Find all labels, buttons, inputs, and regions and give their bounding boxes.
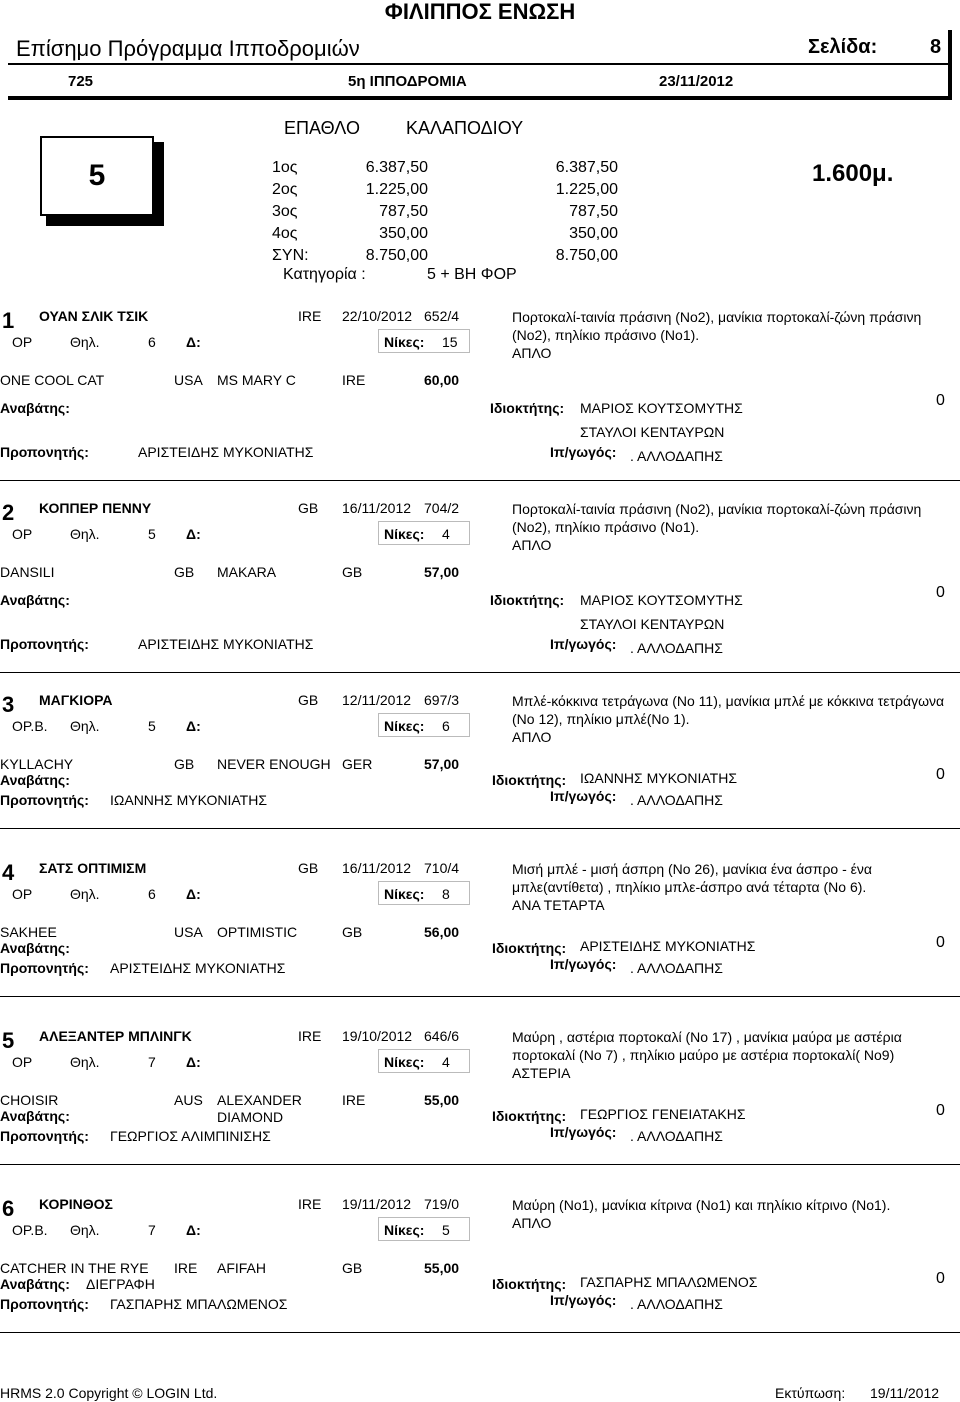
horse-age: 7 xyxy=(148,1054,156,1070)
breeder-value: . ΑΛΛΟΔΑΠΗΣ xyxy=(630,1296,723,1312)
trainer-label: Προπονητής: xyxy=(0,1296,89,1312)
race-distance: 1.600μ. xyxy=(812,160,894,187)
horse-sex: ΟΡ xyxy=(12,526,33,542)
trainer-label: Προπονητής: xyxy=(0,636,89,652)
breeder-label: Ιπ/γωγός: xyxy=(550,956,617,972)
sire-name: CATCHER IN THE RYE xyxy=(0,1260,149,1276)
trainer-value: ΑΡΙΣΤΕΙΔΗΣ ΜΥΚΟΝΙΑΤΗΣ xyxy=(138,444,314,460)
equipment: ΑΠΛΟ xyxy=(512,729,552,745)
prize-amount-total: 350,00 xyxy=(569,225,618,242)
silks-text: Μαύρη (Νο1), μανίκια κίτρινα (Νο1) και πηλίκιο κίτρινο (Νο1). xyxy=(512,1197,891,1213)
horse-name: ΚΟΡΙΝΘΟΣ xyxy=(39,1196,113,1212)
owner-code: 0 xyxy=(936,1102,945,1119)
horse-number: 1 xyxy=(2,308,15,333)
weight: 55,00 xyxy=(424,1092,460,1108)
wins-label: Νίκες: xyxy=(384,718,425,734)
page-label: Σελίδα: xyxy=(808,36,878,58)
delta-label: Δ: xyxy=(186,526,201,542)
horse-age: 5 xyxy=(148,526,156,542)
prize-position: 4ος xyxy=(272,225,298,242)
wins-value: 15 xyxy=(442,334,458,350)
header-band xyxy=(8,30,952,100)
jockey-label: Αναβάτης: xyxy=(0,400,70,416)
trainer-value: ΑΡΙΣΤΕΙΔΗΣ ΜΥΚΟΝΙΑΤΗΣ xyxy=(138,636,314,652)
wins-label: Νίκες: xyxy=(384,1222,425,1238)
horse-country: IRE xyxy=(298,1028,322,1044)
wins-label: Νίκες: xyxy=(384,334,425,350)
owner-label: Ιδιοκτήτης: xyxy=(492,940,567,956)
wins-label: Νίκες: xyxy=(384,1054,425,1070)
entry-divider xyxy=(0,480,960,481)
trainer-value: ΙΩΑΝΝΗΣ ΜΥΚΟΝΙΑΤΗΣ xyxy=(110,792,267,808)
horse-last-code: 646/6 xyxy=(424,1028,460,1044)
meeting-date: 23/11/2012 xyxy=(659,73,734,90)
horse-gender: Θηλ. xyxy=(70,886,100,902)
sire-country: IRE xyxy=(174,1260,198,1276)
sire-country: USA xyxy=(174,924,203,940)
dam-name: ALEXANDER DIAMOND xyxy=(217,1092,302,1125)
prize-amount: 6.387,50 xyxy=(365,159,428,176)
breeder-label: Ιπ/γωγός: xyxy=(550,788,617,804)
race-number-box xyxy=(40,136,154,216)
horse-last-date: 16/11/2012 xyxy=(342,500,412,516)
owner-code: 0 xyxy=(936,392,945,409)
dam-country: GER xyxy=(342,756,373,772)
breeder-label: Ιπ/γωγός: xyxy=(550,1124,617,1140)
entry-divider xyxy=(0,1164,960,1165)
wins-value: 5 xyxy=(442,1222,450,1238)
breeder-label: Ιπ/γωγός: xyxy=(550,444,617,460)
horse-gender: Θηλ. xyxy=(70,1222,100,1238)
horse-age: 6 xyxy=(148,886,156,902)
sire-country: GB xyxy=(174,564,195,580)
horse-country: IRE xyxy=(298,308,322,324)
horse-country: GB xyxy=(298,500,319,516)
owner-value: ΜΑΡΙΟΣ ΚΟΥΤΣΟΜΥΤΗΣ xyxy=(580,400,743,416)
dam-country: GB xyxy=(342,564,363,580)
silks-description xyxy=(512,1028,952,1082)
club-name: ΦΙΛΙΠΠΟΣ ΕΝΩΣΗ xyxy=(384,0,576,24)
breeder-value: . ΑΛΛΟΔΑΠΗΣ xyxy=(630,792,723,808)
horse-gender: Θηλ. xyxy=(70,334,100,350)
silks-description xyxy=(512,1196,952,1232)
meeting-code: 725 xyxy=(68,73,94,90)
sire-name: ONE COOL CAT xyxy=(0,372,105,388)
entry-divider xyxy=(0,1332,960,1333)
silks-description xyxy=(512,692,952,746)
horse-gender: Θηλ. xyxy=(70,526,100,542)
horse-number: 2 xyxy=(2,500,15,525)
dam-country: IRE xyxy=(342,1092,366,1108)
prize-amount: 787,50 xyxy=(379,203,428,220)
jockey-label: Αναβάτης: xyxy=(0,1276,70,1292)
dam-name: AFIFAH xyxy=(217,1260,267,1276)
wins-value: 8 xyxy=(442,886,450,902)
breeder-value: . ΑΛΛΟΔΑΠΗΣ xyxy=(630,1128,723,1144)
stable-value: ΣΤΑΥΛΟΙ ΚΕΝΤΑΥΡΩΝ xyxy=(580,424,725,440)
stable-value: ΣΤΑΥΛΟΙ ΚΕΝΤΑΥΡΩΝ xyxy=(580,616,725,632)
delta-label: Δ: xyxy=(186,1222,201,1238)
horse-gender: Θηλ. xyxy=(70,718,100,734)
dam-name: OPTIMISTIC xyxy=(217,924,298,940)
horse-name: ΜΑΓΚΙΟΡΑ xyxy=(39,692,113,708)
copyright: HRMS 2.0 Copyright © LOGIN Ltd. xyxy=(0,1385,218,1401)
owner-value: ΓΑΣΠΑΡΗΣ ΜΠΑΛΩΜΕΝΟΣ xyxy=(580,1274,758,1290)
jockey-label: Αναβάτης: xyxy=(0,772,70,788)
horse-number: 6 xyxy=(2,1196,15,1221)
horse-sex: ΟΡ.Β. xyxy=(12,1222,48,1238)
breeder-value: . ΑΛΛΟΔΑΠΗΣ xyxy=(630,640,723,656)
delta-label: Δ: xyxy=(186,334,201,350)
horse-last-code: 697/3 xyxy=(424,692,460,708)
meeting-name: 5η ΙΠΠΟΔΡΟΜΙΑ xyxy=(348,73,467,90)
trainer-label: Προπονητής: xyxy=(0,1128,89,1144)
breeder-value: . ΑΛΛΟΔΑΠΗΣ xyxy=(630,448,723,464)
horse-last-code: 652/4 xyxy=(424,308,460,324)
horse-name: ΚΟΠΠΕΡ ΠΕΝΝΥ xyxy=(39,500,152,516)
sire-country: AUS xyxy=(174,1092,203,1108)
owner-code: 0 xyxy=(936,934,945,951)
delta-label: Δ: xyxy=(186,718,201,734)
dam-country: GB xyxy=(342,1260,363,1276)
weight: 55,00 xyxy=(424,1260,460,1276)
category-value: 5 + ΒΗ ΦΟΡ xyxy=(427,266,517,283)
delta-label: Δ: xyxy=(186,886,201,902)
horse-sex: ΟΡ xyxy=(12,886,33,902)
silks-text: Πορτοκαλί-ταινία πράσινη (Νο2), μανίκια πορτοκαλί-ζώνη πράσινη (Νο2), πηλίκιο πράσινο (Νο1). xyxy=(512,501,922,535)
weight: 60,00 xyxy=(424,372,460,388)
breeder-label: Ιπ/γωγός: xyxy=(550,1292,617,1308)
owner-label: Ιδιοκτήτης: xyxy=(492,1276,567,1292)
category-label: Κατηγορία : xyxy=(283,266,366,283)
prize-label: ΕΠΑΘΛΟ xyxy=(284,118,360,138)
horse-name: ΣΑΤΣ ΟΠΤΙΜΙΣΜ xyxy=(39,860,147,876)
page-number: 8 xyxy=(930,36,942,58)
silks-text: Πορτοκαλί-ταινία πράσινη (Νο2), μανίκια πορτοκαλί-ζώνη πράσινη (Νο2), πηλίκιο πράσινο (Νο1). xyxy=(512,309,922,343)
trainer-label: Προπονητής: xyxy=(0,444,89,460)
horse-name: ΟΥΑΝ ΣΛΙΚ ΤΣΙΚ xyxy=(39,308,149,324)
sire-name: DANSILI xyxy=(0,564,55,580)
horse-number: 4 xyxy=(2,860,15,885)
sire-name: SAKHEE xyxy=(0,924,57,940)
prize-position: 2ος xyxy=(272,181,298,198)
horse-sex: ΟΡ xyxy=(12,334,33,350)
sire-name: CHOISIR xyxy=(0,1092,59,1108)
owner-value: ΑΡΙΣΤΕΙΔΗΣ ΜΥΚΟΝΙΑΤΗΣ xyxy=(580,938,756,954)
jockey-label: Αναβάτης: xyxy=(0,592,70,608)
horse-last-code: 704/2 xyxy=(424,500,460,516)
horse-number: 3 xyxy=(2,692,15,717)
horse-last-code: 719/0 xyxy=(424,1196,460,1212)
horse-sex: ΟΡ.Β. xyxy=(12,718,48,734)
entry-divider xyxy=(0,828,960,829)
weight: 57,00 xyxy=(424,564,460,580)
entry-divider xyxy=(0,996,960,997)
wins-label: Νίκες: xyxy=(384,526,425,542)
silks-description xyxy=(512,500,952,554)
owner-value: ΙΩΑΝΝΗΣ ΜΥΚΟΝΙΑΤΗΣ xyxy=(580,770,737,786)
silks-text: Μπλέ-κόκκινα τετράγωνα (Νο 11), μανίκια μπλέ με κόκκινα τετράγωνα (Νο 12), πηλίκιο μπλέ(Νο 1). xyxy=(512,693,945,727)
trainer-label: Προπονητής: xyxy=(0,792,89,808)
prize-amount-total: 1.225,00 xyxy=(555,181,618,198)
wins-value: 6 xyxy=(442,718,450,734)
wins-label: Νίκες: xyxy=(384,886,425,902)
print-date: 19/11/2012 xyxy=(870,1385,940,1401)
horse-last-date: 19/10/2012 xyxy=(342,1028,413,1044)
prize-amount-total: 8.750,00 xyxy=(555,247,618,264)
prize-amount-total: 787,50 xyxy=(569,203,618,220)
dam-country: IRE xyxy=(342,372,366,388)
dam-name: NEVER ENOUGH xyxy=(217,756,331,772)
horse-age: 5 xyxy=(148,718,156,734)
sire-name: KYLLACHY xyxy=(0,756,74,772)
horse-last-date: 16/11/2012 xyxy=(342,860,412,876)
horse-country: GB xyxy=(298,692,319,708)
horse-last-code: 710/4 xyxy=(424,860,460,876)
owner-value: ΓΕΩΡΓΙΟΣ ΓΕΝΕΙΑΤΑΚΗΣ xyxy=(580,1106,746,1122)
print-label: Εκτύπωση: xyxy=(775,1385,846,1401)
race-name: ΚΑΛΑΠΟΔΙΟΥ xyxy=(406,118,524,138)
horse-age: 7 xyxy=(148,1222,156,1238)
dam-name: MS MARY C xyxy=(217,372,296,388)
breeder-label: Ιπ/γωγός: xyxy=(550,636,617,652)
sire-country: USA xyxy=(174,372,203,388)
equipment: ΑΣΤΕΡΙΑ xyxy=(512,1065,571,1081)
equipment: ΑΠΛΟ xyxy=(512,1215,552,1231)
horse-gender: Θηλ. xyxy=(70,1054,100,1070)
weight: 56,00 xyxy=(424,924,460,940)
silks-text: Μισή μπλέ - μισή άσπρη (Νο 26), μανίκια ένα άσπρο - ένα μπλε(αντίθετα) , πηλίκιο μπλε-άσπρο ανά τέταρτα (Νο 6). xyxy=(512,861,872,895)
owner-label: Ιδιοκτήτης: xyxy=(490,592,565,608)
prize-position: 3ος xyxy=(272,203,298,220)
horse-number: 5 xyxy=(2,1028,15,1053)
horse-last-date: 22/10/2012 xyxy=(342,308,413,324)
weight: 57,00 xyxy=(424,756,460,772)
prize-position: 1ος xyxy=(272,159,298,176)
equipment: ΑΝΑ ΤΕΤΑΡΤΑ xyxy=(512,897,605,913)
dam-name: MAKARA xyxy=(217,564,277,580)
owner-code: 0 xyxy=(936,1270,945,1287)
horse-country: IRE xyxy=(298,1196,322,1212)
prize-amount-total: 6.387,50 xyxy=(555,159,618,176)
jockey-label: Αναβάτης: xyxy=(0,940,70,956)
owner-value: ΜΑΡΙΟΣ ΚΟΥΤΣΟΜΥΤΗΣ xyxy=(580,592,743,608)
owner-label: Ιδιοκτήτης: xyxy=(492,772,567,788)
prize-amount: 350,00 xyxy=(379,225,428,242)
jockey-value: ΔΙΕΓΡΑΦΗ xyxy=(86,1276,155,1292)
silks-description xyxy=(512,308,952,362)
equipment: ΑΠΛΟ xyxy=(512,345,552,361)
owner-code: 0 xyxy=(936,584,945,601)
wins-value: 4 xyxy=(442,1054,450,1070)
prize-position: ΣΥΝ: xyxy=(272,247,309,264)
horse-last-date: 19/11/2012 xyxy=(342,1196,412,1212)
owner-code: 0 xyxy=(936,766,945,783)
prize-amount: 1.225,00 xyxy=(365,181,428,198)
owner-label: Ιδιοκτήτης: xyxy=(492,1108,567,1124)
entry-divider xyxy=(0,672,960,673)
prize-amount: 8.750,00 xyxy=(365,247,428,264)
silks-text: Μαύρη , αστέρια πορτοκαλί (Νο 17) , μανίκια μαύρα με αστέρια πορτοκαλί (Νο 7) , πηλίκιο μαύρο με αστέρια πορτοκαλί( Νο9) xyxy=(512,1029,902,1063)
trainer-value: ΓΑΣΠΑΡΗΣ ΜΠΑΛΩΜΕΝΟΣ xyxy=(110,1296,288,1312)
breeder-value: . ΑΛΛΟΔΑΠΗΣ xyxy=(630,960,723,976)
horse-name: ΑΛΕΞΑΝΤΕΡ ΜΠΛΙΝΓΚ xyxy=(39,1028,192,1044)
dam-country: GB xyxy=(342,924,363,940)
horse-last-date: 12/11/2012 xyxy=(342,692,412,708)
trainer-value: ΓΕΩΡΓΙΟΣ ΑΛΙΜΠΙΝΙΣΗΣ xyxy=(110,1128,271,1144)
wins-value: 4 xyxy=(442,526,450,542)
horse-age: 6 xyxy=(148,334,156,350)
race-number: 5 xyxy=(88,159,106,192)
delta-label: Δ: xyxy=(186,1054,201,1070)
jockey-label: Αναβάτης: xyxy=(0,1108,70,1124)
trainer-label: Προπονητής: xyxy=(0,960,89,976)
trainer-value: ΑΡΙΣΤΕΙΔΗΣ ΜΥΚΟΝΙΑΤΗΣ xyxy=(110,960,286,976)
horse-sex: ΟΡ xyxy=(12,1054,33,1070)
document-title: Επίσημο Πρόγραμμα Ιπποδρομιών xyxy=(16,36,360,61)
horse-country: GB xyxy=(298,860,319,876)
sire-country: GB xyxy=(174,756,195,772)
silks-description xyxy=(512,860,952,914)
equipment: ΑΠΛΟ xyxy=(512,537,552,553)
owner-label: Ιδιοκτήτης: xyxy=(490,400,565,416)
